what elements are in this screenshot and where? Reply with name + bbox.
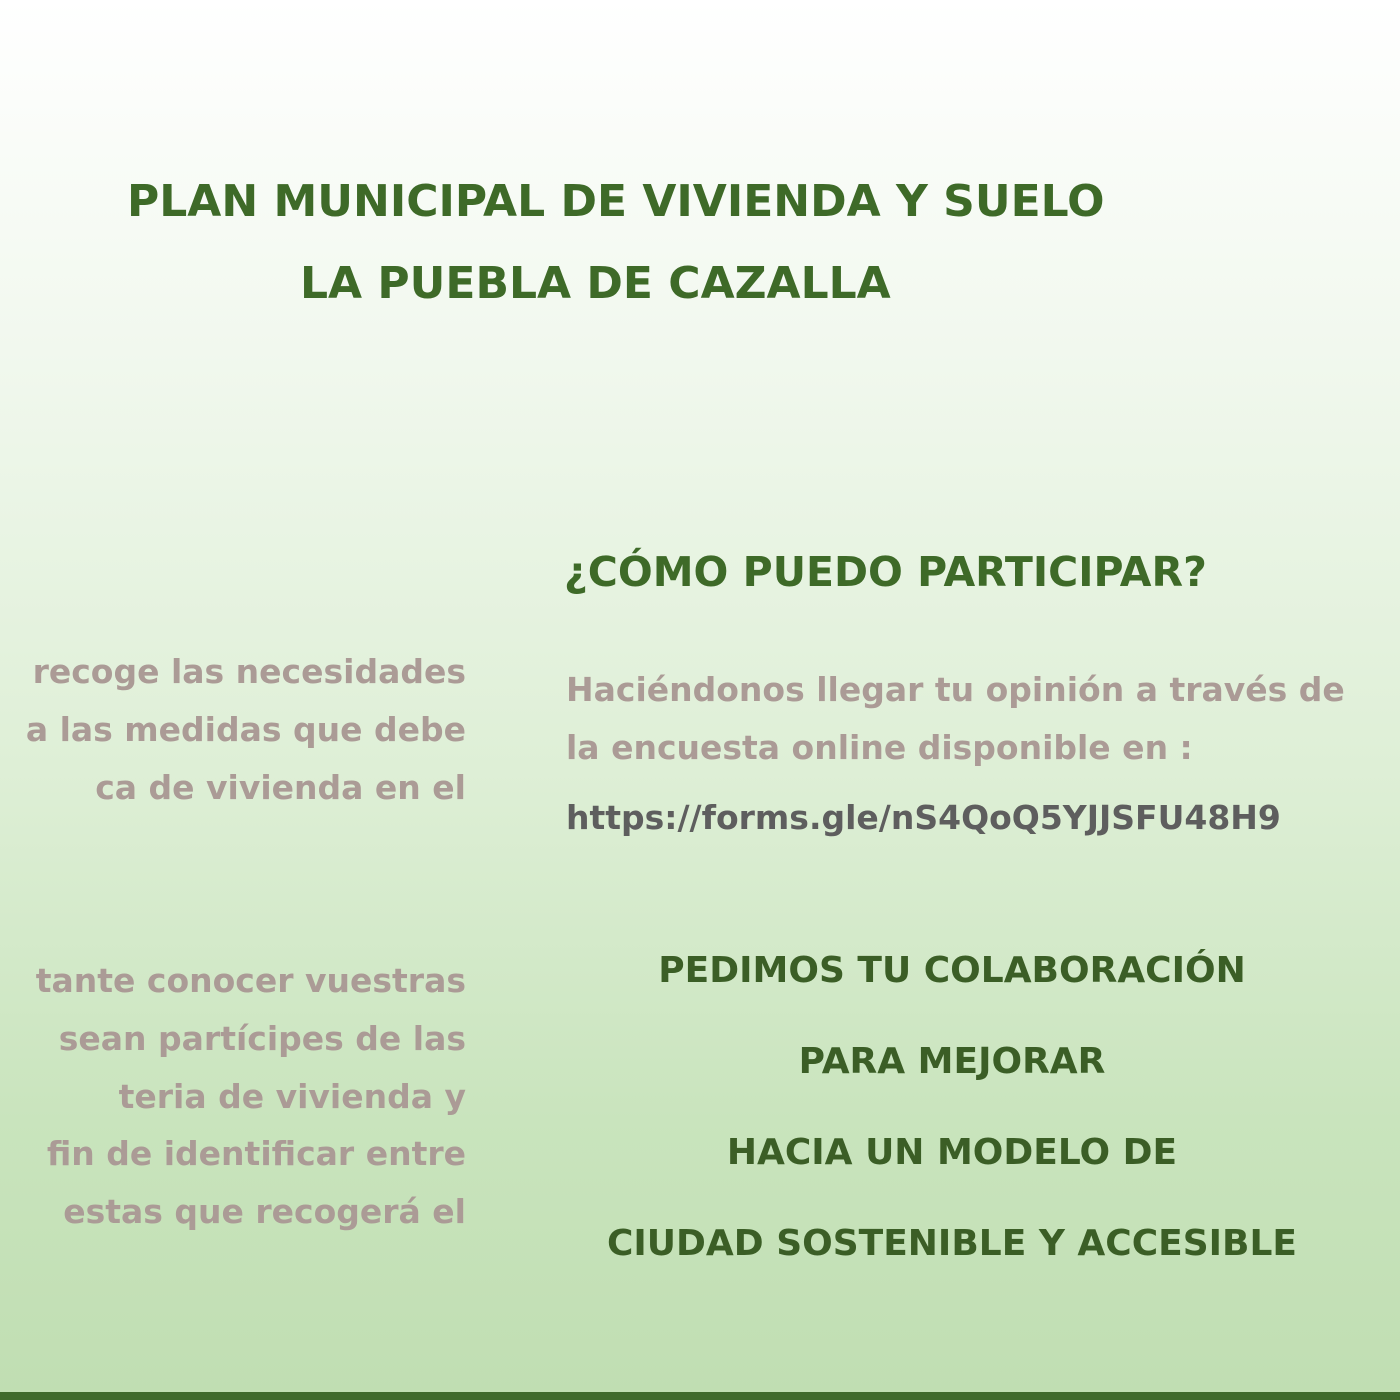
survey-link[interactable]: https://forms.gle/nS4QoQ5YJJSFU48H9 bbox=[566, 798, 1281, 837]
left-paragraph-2-line: teria de vivienda y bbox=[118, 1077, 466, 1116]
left-paragraph-2-line: fin de identificar entre bbox=[46, 1134, 466, 1173]
call-to-action-line: CIUDAD SOSTENIBLE Y ACCESIBLE bbox=[606, 1223, 1298, 1264]
left-paragraph-1-line: recoge las necesidades bbox=[32, 652, 466, 691]
footer-bar bbox=[0, 1392, 1400, 1400]
left-paragraph-1-line: a las medidas que debe bbox=[25, 710, 466, 749]
title-line-1: PLAN MUNICIPAL DE VIVIENDA Y SUELO bbox=[127, 176, 1105, 227]
call-to-action-line: HACIA UN MODELO DE bbox=[726, 1132, 1178, 1173]
call-to-action-line: PARA MEJORAR bbox=[798, 1041, 1106, 1082]
title-line-2: LA PUEBLA DE CAZALLA bbox=[300, 258, 891, 309]
participate-text-line: la encuesta online disponible en : bbox=[566, 728, 1193, 767]
participate-text-line: Haciéndonos llegar tu opinión a través de bbox=[566, 670, 1345, 709]
left-paragraph-1-line: ca de vivienda en el bbox=[95, 768, 466, 807]
left-paragraph-2-line: sean partícipes de las bbox=[58, 1019, 466, 1058]
left-paragraph-2-line: tante conocer vuestras bbox=[35, 961, 466, 1000]
left-paragraph-2-line: estas que recogerá el bbox=[63, 1192, 466, 1231]
call-to-action-line: PEDIMOS TU COLABORACIÓN bbox=[658, 950, 1246, 991]
participate-heading: ¿CÓMO PUEDO PARTICIPAR? bbox=[564, 548, 1207, 596]
